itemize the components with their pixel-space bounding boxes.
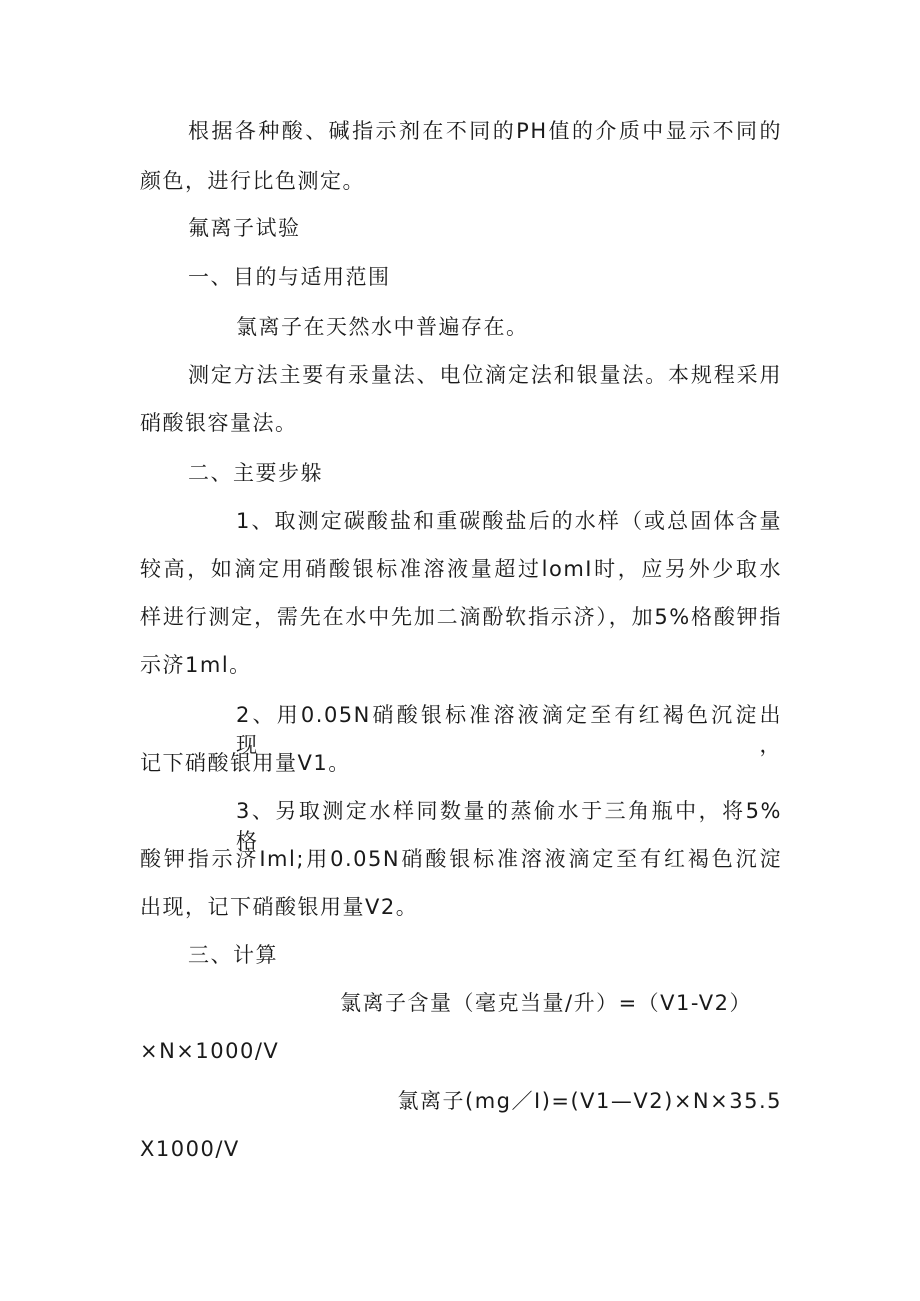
step-2-line-2: 记下硝酸银用量V1。 (140, 751, 351, 775)
text-line-1: 根据各种酸、碱指示剂在不同的PH值的介质中显示不同的 (188, 119, 782, 143)
heading-calculation: 三、计算 (188, 943, 278, 967)
text-line-2: 颜色，进行比色测定。 (140, 169, 365, 193)
text-line-6: 测定方法主要有汞量法、电位滴定法和银量法。本规程采用 (188, 363, 782, 387)
heading-purpose-scope: 一、目的与适用范围 (188, 265, 391, 289)
text-line-5: 氯离子在天然水中普遍存在。 (236, 315, 529, 339)
step-1-line-3: 样进行测定，需先在水中先加二滴酚软指示济），加5%格酸钾指 (140, 605, 782, 629)
step-3-line-2: 酸钾指示济Iml;用0.05N硝酸银标准溶液滴定至有红褐色沉淀 (140, 847, 782, 871)
section-heading-chlorine-test: 氟离子试验 (188, 216, 301, 240)
step-2-line-1: 2、用0.05N硝酸银标准溶液滴定至有红褐色沉淀出现， (236, 703, 782, 757)
step-1-line-4: 示济1ml。 (140, 653, 252, 677)
heading-main-steps: 二、主要步躲 (188, 461, 323, 485)
formula-2-line-1: 氯离子(mg／I)=(V1—V2)×N×35.5 (397, 1089, 782, 1113)
text-line-7: 硝酸银容量法。 (140, 411, 298, 435)
step-3-line-1: 3、另取测定水样同数量的蒸偷水于三角瓶中，将5%格 (236, 799, 782, 853)
formula-2-line-2: X1000/V (140, 1137, 240, 1161)
step-1-line-2: 较高，如滴定用硝酸银标准溶液量超过lomI时，应另外少取水 (140, 557, 782, 581)
step-3-line-3: 出现，记下硝酸银用量V2。 (140, 895, 419, 919)
formula-1-line-2: ×N×1000/V (140, 1039, 280, 1063)
step-1-line-1: 1、取测定碳酸盐和重碳酸盐后的水样（或总固体含量 (236, 509, 782, 533)
formula-1-line-1: 氯离子含量（毫克当量/升）=（V1-V2） (340, 991, 752, 1015)
